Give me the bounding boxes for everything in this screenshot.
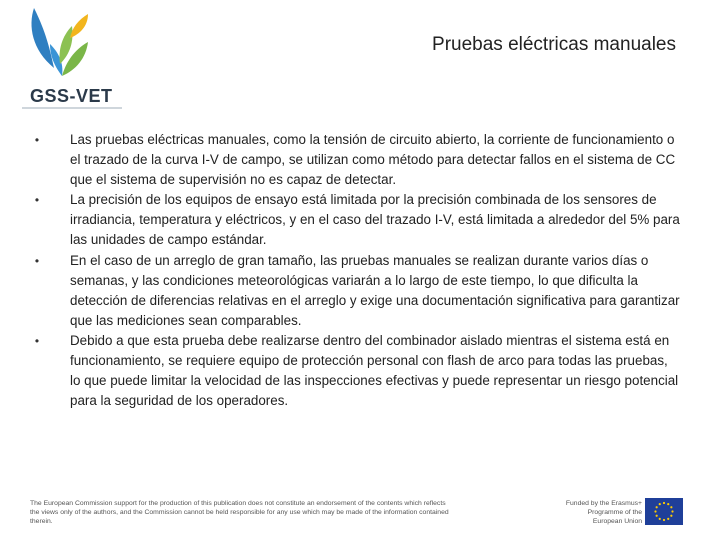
- bullet-list: [30, 130, 680, 411]
- logo-text: GSS-VET: [30, 86, 113, 106]
- slide-title: Pruebas eléctricas manuales: [432, 34, 676, 55]
- bullet-text: Las pruebas eléctricas manuales, como la tensión de circuito abierto, la corriente de funcionamiento o el trazado de la curva I-V de campo, se utilizan como método para detectar fallos en el sistema de CC que el sistema de supervisión no es capaz de detectar.: [70, 132, 676, 188]
- bullet-text: Debido a que esta prueba debe realizarse dentro del combinador aislado mientras el sistema está en funcionamiento, se requiere equipo de protección personal con flash de arco para todas las pruebas, lo que puede limitar la velocidad de las inspecciones efectivas y puede representar un riesgo potencial para la seguridad de los operadores.: [70, 332, 679, 409]
- eu-star-icon: [670, 515, 672, 517]
- eu-disclaimer: The European Commission support for the production of this publication does not constitute an endorsement of the contents which reflects the views only of the authors, and the Commission cannot be held responsible for any use which may be made of the information contained therein.: [30, 500, 449, 525]
- eu-star-icon: [667, 518, 669, 520]
- bullet-icon: •: [34, 193, 40, 208]
- list-item: [30, 331, 680, 411]
- leaf-logo-icon: [26, 6, 96, 80]
- bullet-icon: •: [34, 133, 40, 147]
- gss-vet-logo: [22, 6, 132, 110]
- eu-star-icon: [671, 510, 673, 512]
- eu-star-icon: [663, 519, 665, 521]
- eu-star-icon: [663, 502, 665, 504]
- eu-flag-icon: [645, 498, 683, 525]
- eu-star-icon: [670, 506, 672, 508]
- eu-star-icon: [656, 515, 658, 517]
- header-divider: [22, 107, 122, 109]
- list-item: [30, 251, 680, 331]
- list-item: [30, 130, 680, 190]
- list-item: [30, 190, 680, 250]
- funded-by-text: Funded by the Erasmus+ Programme of the European Union: [565, 500, 642, 525]
- eu-star-icon: [667, 503, 669, 505]
- eu-star-icon: [659, 503, 661, 505]
- eu-star-icon: [654, 510, 656, 512]
- bullet-icon: •: [34, 253, 40, 268]
- bullet-text: En el caso de un arreglo de gran tamaño, las pruebas manuales se realizan durante varios días o semanas, y las condiciones meteorológicas variarán a lo largo de este tiempo, lo que dificulta la detección de diferencias relativas en el arreglo y exige una documentación significativa para garantizar que las mediciones sean comparables.: [70, 252, 680, 328]
- eu-star-icon: [659, 518, 661, 520]
- eu-star-icon: [656, 506, 658, 508]
- bullet-text: La precisión de los equipos de ensayo está limitada por la precisión combinada de los sensores de irradiancia, temperatura y eléctricos, y en el caso del trazado I-V, está limitada a alrededor del 5% para las unidades de campo estándar.: [70, 192, 680, 248]
- bullet-icon: •: [34, 333, 40, 348]
